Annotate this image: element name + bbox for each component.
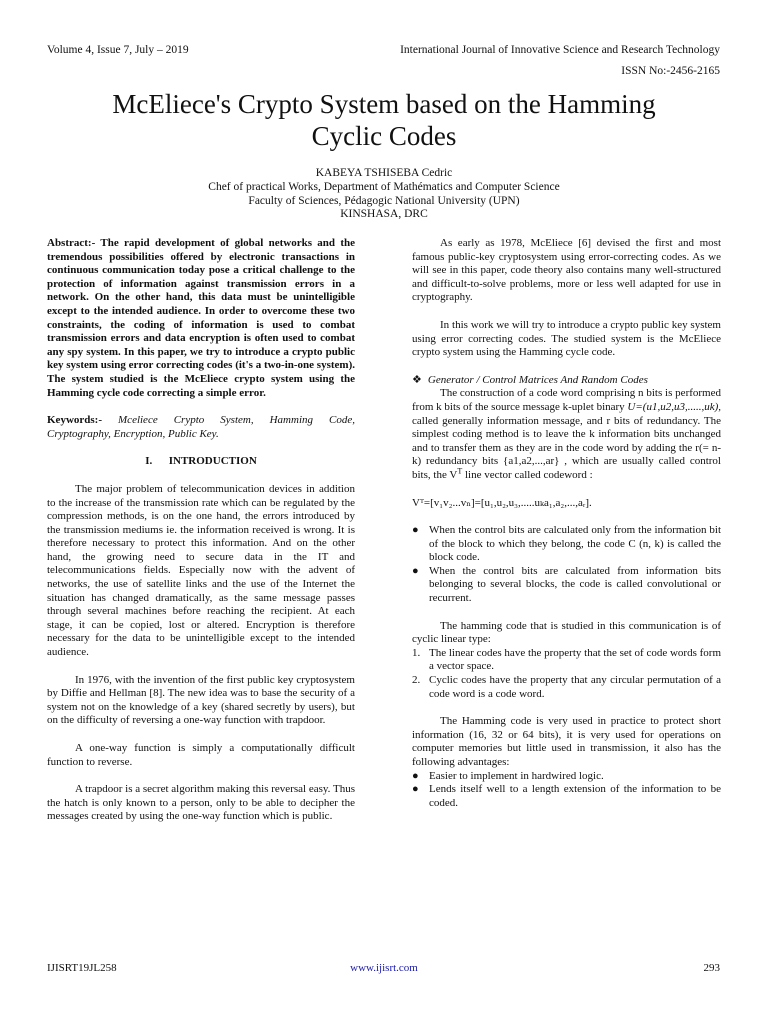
footer-website-link[interactable]: www.ijisrt.com <box>350 962 418 974</box>
author-block <box>40 167 728 222</box>
bullet-icon: ● <box>412 524 419 537</box>
paper-title <box>40 88 728 152</box>
intro-paragraph-4: A trapdoor is a secret algorithm making this reversal easy. Thus the hatch is only known to a person, only to be able to decipher the messages created by using the one-way function which is public. <box>47 783 355 823</box>
list-item: ● Lends itself well to a length extension of the information to be coded. <box>412 783 721 809</box>
section-heading-introduction: I. INTRODUCTION <box>145 455 257 468</box>
list-item: 2. Cyclic codes have the property that any circular permutation of a code word is a code word. <box>412 674 721 700</box>
title-line-2: Cyclic Codes <box>311 121 457 151</box>
list-item: ● When the control bits are calculated from information bits belonging to several blocks, the code is called convolutional or recurrent. <box>412 564 721 605</box>
abstract-text: The rapid development of global networks and the tremendous possibilities offered by electronic transactions in continuous communication today pose a critical challenge to the protection of information against transmission errors in a network. On the other hand, this data must be unintelligible except to the intended audience. In order to overcome these two constraints, the coding of information is used to combat transmission errors and data encryption is often used to combat any spy system. In this paper, we try to introduce a crypto public key system using error correcting codes (it's a two-in-one system). The system studied is the McEliece crypto system using the Hamming cycle code correcting a simple error. <box>47 237 355 399</box>
list-item: ● When the control bits are calculated only from the information bit of the block to which they belong, the code C (n, k) is called the block code. <box>412 524 721 564</box>
footer-page-number: 293 <box>703 962 720 974</box>
footer-article-id: IJISRT19JL258 <box>47 962 117 974</box>
keywords-text: Mceliece Crypto System, Hamming Code, Cryptography, Encryption, Public Key. <box>47 414 355 440</box>
bullet-icon: ● <box>412 783 419 796</box>
keywords-label: Keywords:- <box>47 414 102 427</box>
block-code-list <box>412 524 721 606</box>
abstract <box>47 237 355 400</box>
volume-info: Volume 4, Issue 7, July – 2019 <box>47 44 189 56</box>
right-paragraph-2: In this work we will try to introduce a crypto public key system using error correcting codes. The studied system is the McEliece crypto system using the Hamming cycle code. <box>412 318 721 359</box>
intro-paragraph-2: In 1976, with the invention of the first public key cryptosystem by Diffie and Hellman [8]. The new idea was to base the security of a system not on the knowledge of a key (shared secretly by users), but on the difficulty of reversing a one-way function with trapdoor. <box>47 673 355 727</box>
intro-paragraph-1: The major problem of telecommunication devices in addition to the increase of the transmission rate which can be regulated by the compression methods, is on the one hand, the errors introduced by the transmission mediums ie. the information received is wrong. It is therefore necessary to protect this information. And on the other hand, the growing need to secure data in the IT and telecommunications fields. Especially now with the advent of networks, the use of satellite links and the use of the Internet the situation has changed dramatically, as the same message passes through several machines before reaching the recipient. At each stage, it can be copied, lost or altered. Encryption is therefore necessary for the data to be unintelligible except to the intended audience. <box>47 482 355 659</box>
list-item: 1. The linear codes have the property that the set of code words form a vector space. <box>412 646 722 673</box>
diamond-bullet-icon: ❖ <box>412 373 422 386</box>
left-column <box>47 237 355 824</box>
right-paragraph-5: The Hamming code is very used in practice to protect short information (16, 32 or 64 bits), it is very used for operations on computer memories but little used in transmission, it also has the following advantages: <box>412 715 721 768</box>
keywords <box>47 414 355 441</box>
bullet-icon: ● <box>412 769 419 782</box>
right-paragraph-3: The construction of a code word comprising n bits is performed from k bits of the source message k-uplet binary U=(u1,u2,u3,.....,uk), called generally information message, and r bits of redundancy. The simplest coding method is to leave the k information bits unchanged and to transfer them as they are in the code word by adding the r(= n-k) redundancy bits {a1,a2,...,ar} , which are usually called control bits, the $V^T$ line vector called codeword : <box>412 387 721 481</box>
right-paragraph-1: As early as 1978, McEliece [6] devised the first and most famous public-key cryptosystem using error-correcting codes. As we will see in this paper, code theory also contains many well-structured and difficult-to-solve problems, more or less well adapted for use in cryptography. <box>412 237 721 304</box>
author-faculty: Faculty of Sciences, Pédagogic National University (UPN) <box>248 194 520 207</box>
journal-name: International Journal of Innovative Science and Research Technology <box>400 44 720 56</box>
right-column <box>412 237 721 810</box>
author-position: Chef of practical Works, Department of Mathématics and Computer Science <box>208 180 560 193</box>
issn: ISSN No:-2456-2165 <box>621 65 720 77</box>
intro-paragraph-3: A one-way function is simply a computationally difficult function to reverse. <box>47 742 355 768</box>
abstract-label: Abstract:- <box>47 237 96 249</box>
right-paragraph-4: The hamming code that is studied in this communication is of cyclic linear type: <box>412 619 721 646</box>
author-name: KABEYA TSHISEBA Cedric <box>315 167 453 179</box>
codeword-formula: Vᵀ=[v₁v₂...vₙ]=[u₁,u₂,u₃,.....uₖa₁,a₂,...,aᵣ]. <box>412 496 592 509</box>
bullet-icon: ● <box>412 564 419 577</box>
advantages-list <box>412 770 721 811</box>
author-location: KINSHASA, DRC <box>340 208 428 221</box>
subsection-heading: ❖ Generator / Control Matrices And Random Codes <box>412 373 648 386</box>
title-line-1: McEliece's Crypto System based on the Hamming <box>112 89 656 119</box>
code-properties-list <box>412 647 721 701</box>
message-vector: U=(u1,u2,u3,.....,uk), <box>627 400 721 413</box>
list-item: ● Easier to implement in hardwired logic. <box>412 769 604 782</box>
